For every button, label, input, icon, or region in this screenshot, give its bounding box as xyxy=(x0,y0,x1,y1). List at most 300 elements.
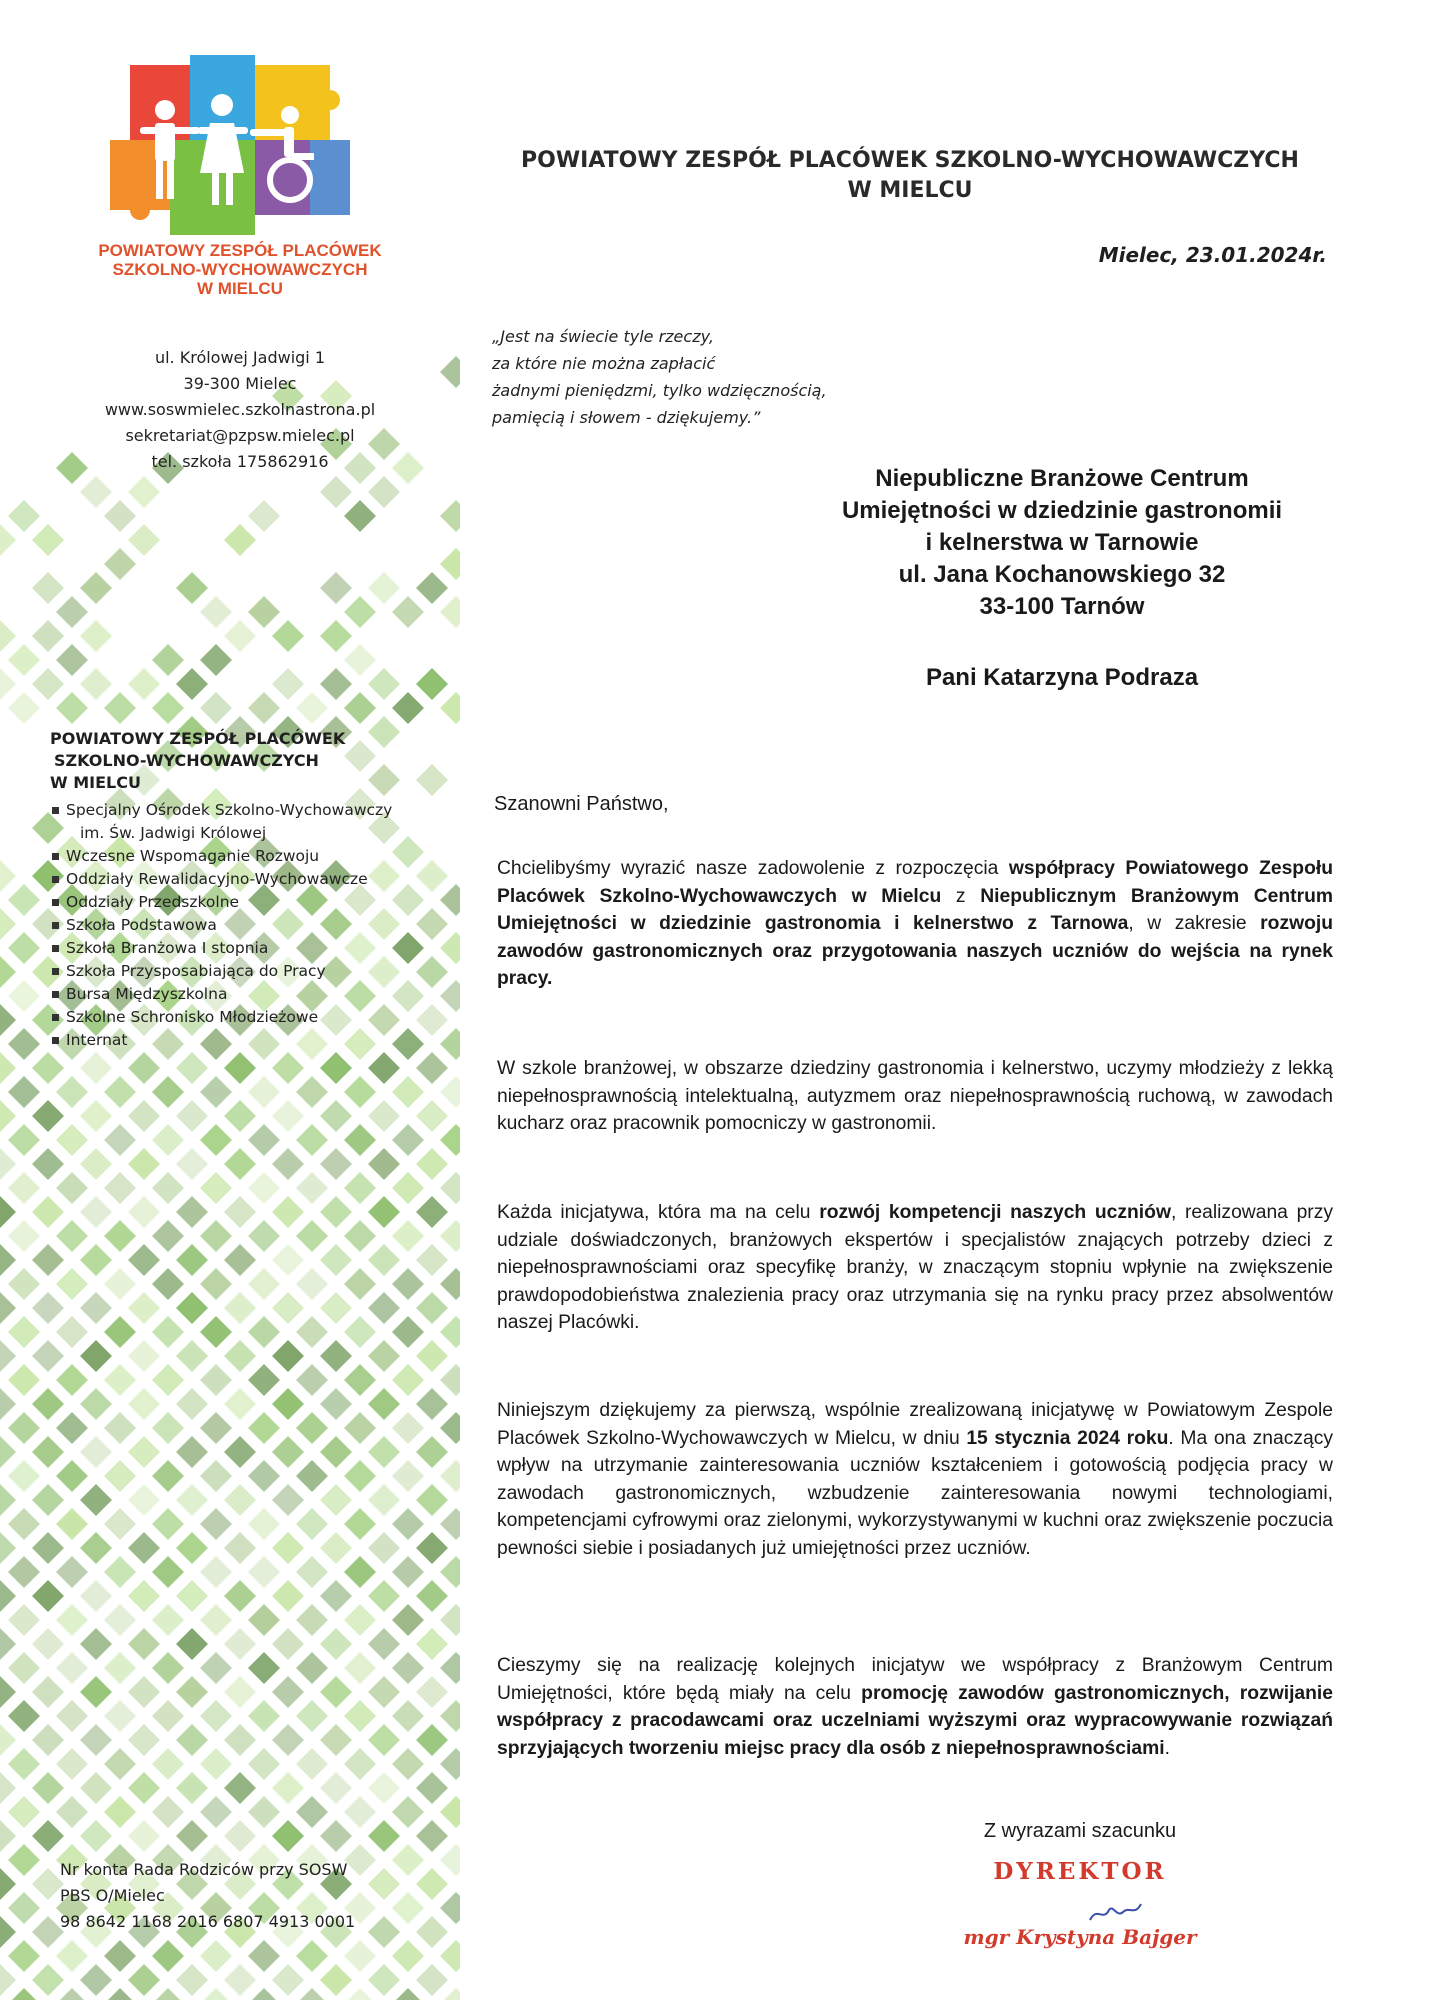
mosaic-diamond xyxy=(344,1748,376,1780)
mosaic-diamond xyxy=(272,1724,304,1756)
mosaic-diamond xyxy=(416,1580,448,1612)
greeting: Szanowni Państwo, xyxy=(494,793,669,815)
mosaic-diamond xyxy=(200,1796,232,1828)
mosaic-diamond xyxy=(32,1436,64,1468)
mosaic-diamond xyxy=(56,1076,88,1108)
mosaic-diamond xyxy=(0,956,16,988)
mosaic-diamond xyxy=(248,1652,280,1684)
mosaic-diamond xyxy=(416,1100,448,1132)
mosaic-diamond xyxy=(248,1124,280,1156)
mosaic-diamond xyxy=(80,1964,112,1996)
mosaic-diamond xyxy=(344,1940,376,1972)
mosaic-diamond xyxy=(80,1100,112,1132)
mosaic-diamond xyxy=(200,1604,232,1636)
letter-date: Mielec, 23.01.2024r. xyxy=(1098,243,1327,267)
mosaic-diamond xyxy=(0,1052,16,1084)
mosaic-diamond xyxy=(224,1388,256,1420)
mosaic-diamond xyxy=(416,1484,448,1516)
mosaic-diamond xyxy=(128,1820,160,1852)
mosaic-diamond xyxy=(0,620,16,652)
text-span: , realizowana przy udziale doświadczonych, branżowych ekspertów i specjalistów znających potrzeby dzieci z niepełnosprawnościami oraz specyfikę branży, w znaczącym stopniu wpłynie na zwiększenie prawdopodobieństwa znalezienia pracy oraz utrzymania się na rynku pracy przez absolwentów naszej Placówki. xyxy=(497,1202,1333,1333)
mosaic-diamond xyxy=(440,1412,460,1444)
contact-email: sekretariat@pzpsw.mielec.pl xyxy=(125,426,355,445)
mosaic-diamond xyxy=(152,1652,184,1684)
mosaic-diamond xyxy=(392,1892,424,1924)
mosaic-diamond xyxy=(104,1748,136,1780)
mosaic-diamond xyxy=(104,1124,136,1156)
mosaic-diamond xyxy=(0,1100,16,1132)
sidebar-item: Oddziały Rewalidacyjno-Wychowawcze xyxy=(50,868,392,891)
mosaic-diamond xyxy=(176,1964,208,1996)
mosaic-diamond xyxy=(440,1556,460,1588)
mosaic-diamond xyxy=(128,1100,160,1132)
mosaic-diamond xyxy=(152,1508,184,1540)
mosaic-diamond xyxy=(224,1340,256,1372)
mosaic-diamond xyxy=(152,1316,184,1348)
mosaic-diamond xyxy=(296,1700,328,1732)
mosaic-diamond xyxy=(80,1532,112,1564)
mosaic-diamond xyxy=(56,1220,88,1252)
logo-name-line: W MIELCU xyxy=(197,279,283,298)
contact-website: www.soswmielec.szkolnastrona.pl xyxy=(104,400,376,419)
mosaic-diamond xyxy=(368,1484,400,1516)
mosaic-diamond xyxy=(368,1100,400,1132)
mosaic-diamond xyxy=(104,1412,136,1444)
mosaic-diamond xyxy=(224,1532,256,1564)
mosaic-diamond xyxy=(8,1364,40,1396)
mosaic-diamond xyxy=(0,1868,16,1900)
mosaic-diamond xyxy=(440,356,460,388)
mosaic-diamond xyxy=(320,1340,352,1372)
closing-regards: Z wyrazami szacunku xyxy=(983,1820,1177,1842)
text-span: . Ma ona znaczący wpływ na utrzymanie zainteresowania uczniów kształceniem i gotowością podjęcia pracy w zawodach gastronomicznych, wzbudzenie zainteresowania nowymi technologiami, kompetencjami cyfrowymi oraz zielonymi, wykorzystywanymi w kuchni oraz zwiększenie poczucia pewności siebie i posiadanych już umiejętności przez uczniów. xyxy=(497,1427,1333,1559)
mosaic-diamond xyxy=(344,1124,376,1156)
mosaic-diamond xyxy=(296,1172,328,1204)
mosaic-diamond xyxy=(368,668,400,700)
mosaic-diamond xyxy=(392,1940,424,1972)
mosaic-diamond xyxy=(320,1148,352,1180)
mosaic-diamond xyxy=(152,1796,184,1828)
mosaic-diamond xyxy=(248,1412,280,1444)
mosaic-diamond xyxy=(416,1628,448,1660)
mosaic-diamond xyxy=(392,1076,424,1108)
mosaic-diamond xyxy=(176,1148,208,1180)
sidebar-item: Szkoła Przysposabiająca do Pracy xyxy=(50,960,392,983)
mosaic-diamond xyxy=(296,1556,328,1588)
mosaic-diamond xyxy=(440,1604,460,1636)
mosaic-diamond xyxy=(152,1220,184,1252)
mosaic-diamond xyxy=(104,1940,136,1972)
mosaic-diamond xyxy=(104,1508,136,1540)
mosaic-diamond xyxy=(0,1340,16,1372)
mosaic-diamond xyxy=(128,1292,160,1324)
mosaic-diamond xyxy=(80,1052,112,1084)
mosaic-diamond xyxy=(32,1484,64,1516)
mosaic-diamond xyxy=(0,1004,16,1036)
mosaic-diamond xyxy=(416,956,448,988)
mosaic-diamond xyxy=(320,1244,352,1276)
contact-street: ul. Królowej Jadwigi 1 xyxy=(154,348,326,367)
mosaic-diamond xyxy=(56,1460,88,1492)
mosaic-diamond xyxy=(392,1364,424,1396)
mosaic-diamond xyxy=(416,1388,448,1420)
mosaic-diamond xyxy=(128,1148,160,1180)
mosaic-diamond xyxy=(200,692,232,724)
mosaic-diamond xyxy=(296,1988,328,2000)
signature-title: DYREKTOR xyxy=(993,1858,1167,1885)
mosaic-diamond xyxy=(248,1748,280,1780)
mosaic-diamond xyxy=(56,1652,88,1684)
mosaic-diamond xyxy=(128,476,160,508)
mosaic-diamond xyxy=(296,1508,328,1540)
bold-span: rozwój kompetencji naszych uczniów xyxy=(819,1202,1171,1223)
mosaic-diamond xyxy=(8,1700,40,1732)
mosaic-diamond xyxy=(176,1820,208,1852)
mosaic-diamond xyxy=(440,1748,460,1780)
sidebar-unit-list xyxy=(50,799,392,1052)
mosaic-diamond xyxy=(200,1316,232,1348)
mosaic-diamond xyxy=(8,1604,40,1636)
bank-account xyxy=(60,1857,355,1935)
mosaic-diamond xyxy=(104,500,136,532)
signatory-name: mgr Krystyna Bajger xyxy=(963,1925,1197,1949)
letterhead-line: W MIELCU xyxy=(847,178,973,203)
mosaic-diamond xyxy=(344,1796,376,1828)
mosaic-diamond xyxy=(416,860,448,892)
mosaic-diamond xyxy=(104,1316,136,1348)
mosaic-diamond xyxy=(8,1844,40,1876)
mosaic-diamond xyxy=(8,1268,40,1300)
mosaic-diamond xyxy=(128,1580,160,1612)
mosaic-diamond xyxy=(104,1604,136,1636)
recipient-line: 33-100 Tarnów xyxy=(979,593,1145,620)
mosaic-diamond xyxy=(56,1364,88,1396)
mosaic-diamond xyxy=(80,1580,112,1612)
mosaic-diamond xyxy=(344,1412,376,1444)
mosaic-diamond xyxy=(224,1148,256,1180)
mosaic-diamond xyxy=(416,1340,448,1372)
mosaic-diamond xyxy=(56,692,88,724)
mosaic-diamond xyxy=(8,1508,40,1540)
mosaic-diamond xyxy=(128,1196,160,1228)
mosaic-diamond xyxy=(80,620,112,652)
quote-line: pamięcią i słowem - dziękujemy.” xyxy=(492,408,761,427)
paragraph-cooperation xyxy=(497,855,1333,993)
mosaic-diamond xyxy=(56,1748,88,1780)
mosaic-diamond xyxy=(0,1244,16,1276)
mosaic-diamond xyxy=(416,764,448,796)
paragraph-thanks xyxy=(497,1397,1333,1562)
mosaic-diamond xyxy=(32,620,64,652)
mosaic-diamond xyxy=(152,1172,184,1204)
mosaic-diamond xyxy=(80,1340,112,1372)
mosaic-diamond xyxy=(344,1700,376,1732)
mosaic-diamond xyxy=(80,668,112,700)
mosaic-diamond xyxy=(32,1196,64,1228)
mosaic-diamond xyxy=(296,1316,328,1348)
mosaic-diamond xyxy=(128,524,160,556)
mosaic-diamond xyxy=(368,1292,400,1324)
sidebar-item: Bursa Międzyszkolna xyxy=(50,983,392,1006)
mosaic-diamond xyxy=(200,644,232,676)
mosaic-diamond xyxy=(416,1820,448,1852)
mosaic-diamond xyxy=(272,1580,304,1612)
mosaic-diamond xyxy=(440,1268,460,1300)
mosaic-diamond xyxy=(8,1028,40,1060)
mosaic-diamond xyxy=(224,1196,256,1228)
mosaic-diamond xyxy=(0,1580,16,1612)
mosaic-diamond xyxy=(80,1724,112,1756)
mosaic-diamond xyxy=(248,1988,280,2000)
mosaic-diamond xyxy=(0,908,16,940)
mosaic-diamond xyxy=(440,1316,460,1348)
mosaic-diamond xyxy=(272,1628,304,1660)
puzzle-children-logo xyxy=(110,55,350,235)
mosaic-diamond xyxy=(320,476,352,508)
mosaic-diamond xyxy=(104,1268,136,1300)
mosaic-diamond xyxy=(128,1532,160,1564)
mosaic-diamond xyxy=(248,1796,280,1828)
mosaic-diamond xyxy=(176,572,208,604)
mosaic-diamond xyxy=(0,1148,16,1180)
mosaic-diamond xyxy=(296,1220,328,1252)
mosaic-diamond xyxy=(392,1844,424,1876)
mosaic-diamond xyxy=(248,692,280,724)
mosaic-diamond xyxy=(152,1124,184,1156)
mosaic-diamond xyxy=(368,1772,400,1804)
mosaic-diamond xyxy=(176,1100,208,1132)
mosaic-diamond xyxy=(320,1628,352,1660)
mosaic-diamond xyxy=(272,620,304,652)
logo-name-line: POWIATOWY ZESPÓŁ PLACÓWEK xyxy=(98,241,382,260)
mosaic-diamond xyxy=(32,524,64,556)
mosaic-diamond xyxy=(344,740,376,772)
mosaic-diamond xyxy=(176,1532,208,1564)
mosaic-diamond xyxy=(104,1700,136,1732)
mosaic-diamond xyxy=(440,1364,460,1396)
mosaic-diamond xyxy=(272,1484,304,1516)
mosaic-diamond xyxy=(320,1580,352,1612)
mosaic-diamond xyxy=(176,1772,208,1804)
mosaic-diamond xyxy=(176,1052,208,1084)
sidebar-title-line: SZKOLNO-WYCHOWAWCZYCH xyxy=(54,751,319,770)
mosaic-diamond xyxy=(32,1820,64,1852)
mosaic-diamond xyxy=(80,572,112,604)
mosaic-diamond xyxy=(440,884,460,916)
mosaic-diamond xyxy=(320,1052,352,1084)
mosaic-diamond xyxy=(272,1772,304,1804)
quote-line: żadnymi pieniędzmi, tylko wdzięcznością, xyxy=(492,381,827,400)
mosaic-diamond xyxy=(32,1052,64,1084)
mosaic-diamond xyxy=(56,1508,88,1540)
recipient-address xyxy=(692,463,1431,623)
mosaic-diamond xyxy=(320,1724,352,1756)
mosaic-diamond xyxy=(8,1172,40,1204)
mosaic-diamond xyxy=(200,1652,232,1684)
mosaic-diamond xyxy=(8,1892,40,1924)
mosaic-diamond xyxy=(152,1268,184,1300)
mosaic-diamond xyxy=(272,668,304,700)
mosaic-diamond xyxy=(80,1820,112,1852)
mosaic-diamond xyxy=(224,1676,256,1708)
mosaic-diamond xyxy=(296,1796,328,1828)
mosaic-diamond xyxy=(200,1556,232,1588)
mosaic-diamond xyxy=(152,692,184,724)
mosaic-diamond xyxy=(56,1796,88,1828)
bold-span: Niepublicznym Branżowym Centrum Umiejętności w dziedzinie gastronomia i kelnerstwo z Tarnowa xyxy=(497,885,1333,934)
mosaic-diamond xyxy=(80,1148,112,1180)
sidebar-item: Specjalny Ośrodek Szkolno-Wychowawczy xyxy=(50,799,392,822)
mosaic-diamond xyxy=(296,692,328,724)
mosaic-diamond xyxy=(392,1268,424,1300)
mosaic-diamond xyxy=(224,1724,256,1756)
mosaic-diamond xyxy=(368,764,400,796)
mosaic-diamond xyxy=(296,1268,328,1300)
mosaic-diamond xyxy=(200,1508,232,1540)
mosaic-diamond xyxy=(440,1124,460,1156)
mosaic-diamond xyxy=(248,1604,280,1636)
bank-line: PBS O/Mielec xyxy=(60,1886,165,1905)
mosaic-diamond xyxy=(320,572,352,604)
mosaic-diamond xyxy=(56,1988,88,2000)
mosaic-diamond xyxy=(440,1028,460,1060)
mosaic-diamond xyxy=(248,1556,280,1588)
logo-name-line: SZKOLNO-WYCHOWAWCZYCH xyxy=(112,260,368,279)
mosaic-diamond xyxy=(128,1388,160,1420)
diamond-mosaic-background xyxy=(0,300,460,2000)
mosaic-diamond xyxy=(320,1676,352,1708)
bold-span: współpracy Powiatowego Zespołu Placówek Szkolno-Wychowawczych w Mielcu xyxy=(497,858,1333,907)
mosaic-diamond xyxy=(0,860,16,892)
mosaic-diamond xyxy=(176,1580,208,1612)
sidebar-title-line: POWIATOWY ZESPÓŁ PLACÓWEK xyxy=(50,729,346,748)
mosaic-diamond xyxy=(176,668,208,700)
mosaic-diamond xyxy=(344,1316,376,1348)
mosaic-diamond xyxy=(320,1436,352,1468)
mosaic-diamond xyxy=(32,1148,64,1180)
mosaic-diamond xyxy=(272,1292,304,1324)
paragraph-school-profile: W szkole branżowej, w obszarze dziedziny gastronomia i kelnerstwo, uczymy młodzieży z lekką niepełnosprawnością intelektualną, autyzmem oraz niepełnosprawnością ruchową, w zawodach kucharz oraz pracownik pomocniczy w gastronomii. xyxy=(497,1058,1333,1134)
mosaic-diamond xyxy=(368,1820,400,1852)
mosaic-diamond xyxy=(368,1148,400,1180)
mosaic-diamond xyxy=(32,1772,64,1804)
text-span: Cieszymy się na realizację kolejnych inicjatyw we współpracy z Branżowym Centrum Umiejętności, które będą miały na celu xyxy=(497,1655,1333,1704)
mosaic-diamond xyxy=(368,1436,400,1468)
mosaic-diamond xyxy=(8,1556,40,1588)
mosaic-diamond xyxy=(368,1340,400,1372)
mosaic-diamond xyxy=(128,1436,160,1468)
mosaic-diamond xyxy=(272,1964,304,1996)
mosaic-diamond xyxy=(344,1508,376,1540)
mosaic-diamond xyxy=(0,1916,16,1948)
contact-phone: tel. szkoła 175862916 xyxy=(151,452,329,471)
mosaic-diamond xyxy=(32,1964,64,1996)
mosaic-diamond xyxy=(0,1628,16,1660)
mosaic-diamond xyxy=(416,1868,448,1900)
mosaic-diamond xyxy=(224,620,256,652)
mosaic-diamond xyxy=(416,1436,448,1468)
mosaic-diamond xyxy=(8,500,40,532)
mosaic-diamond xyxy=(440,596,460,628)
mosaic-diamond xyxy=(152,1412,184,1444)
mosaic-diamond xyxy=(368,716,400,748)
mosaic-diamond xyxy=(296,1412,328,1444)
mosaic-diamond xyxy=(8,644,40,676)
mosaic-diamond xyxy=(200,1076,232,1108)
mosaic-diamond xyxy=(272,1532,304,1564)
mosaic-diamond xyxy=(296,1460,328,1492)
mosaic-diamond xyxy=(248,1940,280,1972)
letterhead-title xyxy=(470,146,1350,206)
recipient-line: Niepubliczne Branżowe Centrum xyxy=(875,465,1249,492)
mosaic-diamond xyxy=(0,1388,16,1420)
mosaic-diamond xyxy=(440,1940,460,1972)
mosaic-diamond xyxy=(0,1292,16,1324)
mosaic-diamond xyxy=(392,1172,424,1204)
mosaic-diamond xyxy=(176,1628,208,1660)
mosaic-diamond xyxy=(128,1244,160,1276)
mosaic-diamond xyxy=(56,1556,88,1588)
mosaic-diamond xyxy=(8,1988,40,2000)
mosaic-diamond xyxy=(8,692,40,724)
sidebar-item: Szkolne Schronisko Młodzieżowe xyxy=(50,1006,392,1029)
mosaic-diamond xyxy=(176,1676,208,1708)
mosaic-diamond xyxy=(32,1580,64,1612)
mosaic-diamond xyxy=(128,1052,160,1084)
mosaic-diamond xyxy=(392,596,424,628)
sidebar-item: Oddziały Przedszkolne xyxy=(50,891,392,914)
mosaic-diamond xyxy=(0,1484,16,1516)
mosaic-diamond xyxy=(416,1676,448,1708)
mosaic-diamond xyxy=(176,1724,208,1756)
mosaic-diamond xyxy=(248,1364,280,1396)
mosaic-diamond xyxy=(32,1388,64,1420)
mosaic-diamond xyxy=(392,1028,424,1060)
mosaic-diamond xyxy=(416,908,448,940)
mosaic-diamond xyxy=(104,1556,136,1588)
mosaic-diamond xyxy=(200,1268,232,1300)
mosaic-diamond xyxy=(56,1412,88,1444)
mosaic-diamond xyxy=(56,1604,88,1636)
mosaic-diamond xyxy=(224,1100,256,1132)
mosaic-diamond xyxy=(392,692,424,724)
mosaic-diamond xyxy=(176,1196,208,1228)
mosaic-diamond xyxy=(344,1220,376,1252)
mosaic-diamond xyxy=(296,1748,328,1780)
mosaic-diamond xyxy=(8,932,40,964)
mosaic-diamond xyxy=(200,1172,232,1204)
mosaic-diamond xyxy=(128,1340,160,1372)
mosaic-diamond xyxy=(32,1100,64,1132)
mosaic-diamond xyxy=(0,1196,16,1228)
mosaic-diamond xyxy=(248,1700,280,1732)
mosaic-diamond xyxy=(80,1244,112,1276)
mosaic-diamond xyxy=(8,1652,40,1684)
mosaic-diamond xyxy=(248,1316,280,1348)
mosaic-diamond xyxy=(344,1988,376,2000)
mosaic-diamond xyxy=(8,1748,40,1780)
sidebar-item: Wczesne Wspomaganie Rozwoju xyxy=(50,845,392,868)
mosaic-diamond xyxy=(440,1700,460,1732)
mosaic-diamond xyxy=(128,1676,160,1708)
mosaic-diamond xyxy=(416,1964,448,1996)
mosaic-diamond xyxy=(344,1652,376,1684)
mosaic-diamond xyxy=(32,1532,64,1564)
mosaic-diamond xyxy=(128,1772,160,1804)
mosaic-diamond xyxy=(440,1076,460,1108)
sidebar-item: Szkoła Podstawowa xyxy=(50,914,392,937)
mosaic-diamond xyxy=(344,1268,376,1300)
